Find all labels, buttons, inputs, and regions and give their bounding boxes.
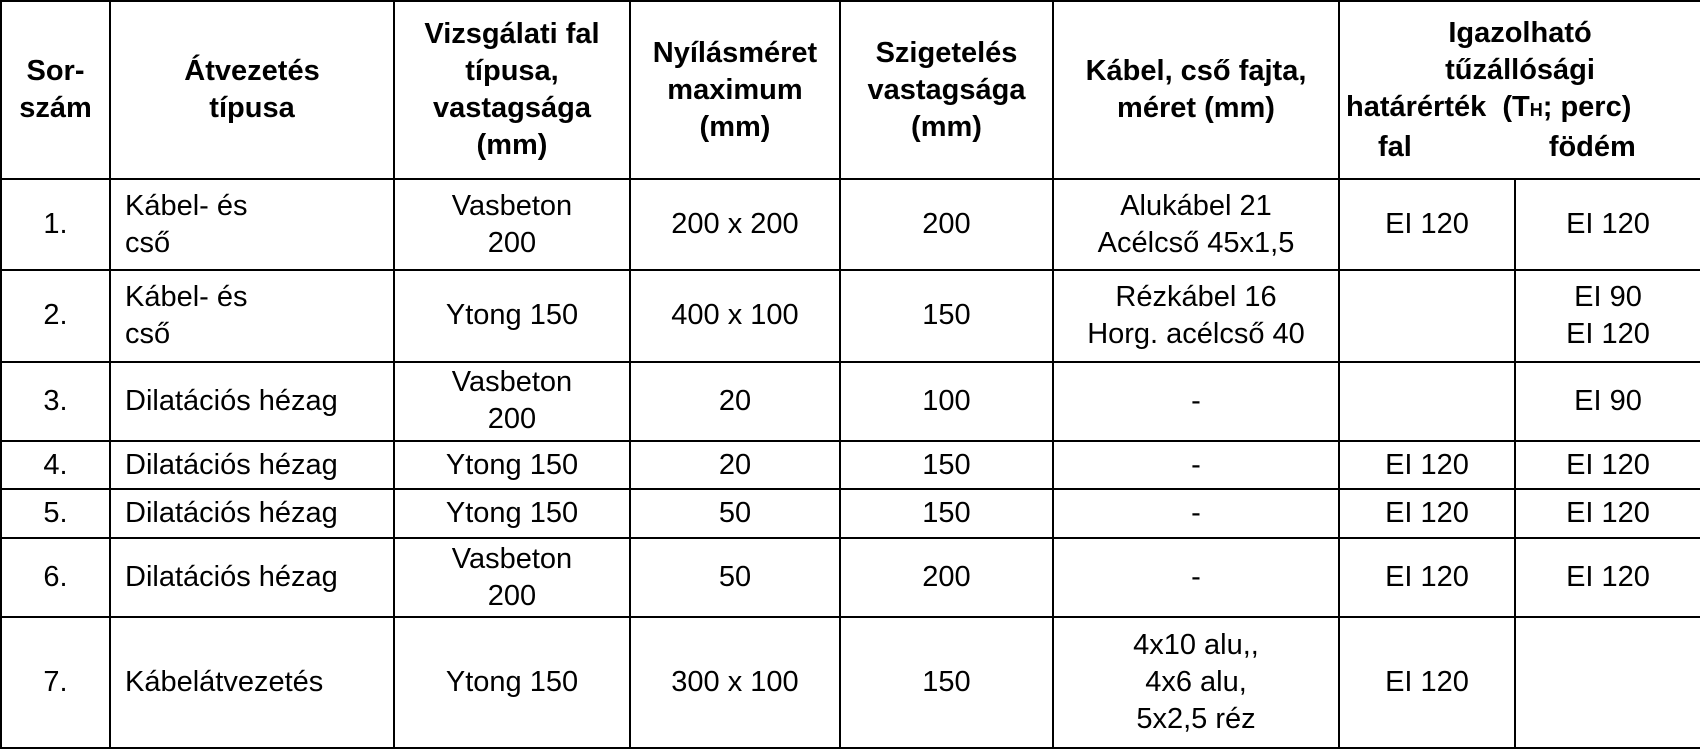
cell-fal: Vasbeton 200 — [394, 538, 630, 617]
cell-fal: Ytong 150 — [394, 441, 630, 490]
table-row — [1, 362, 1700, 441]
cell-tipus: Kábel- és cső — [110, 179, 394, 270]
cell-szigeteles: 150 — [840, 489, 1053, 538]
cell-fal-ei: EI 120 — [1339, 538, 1515, 617]
cell-nyilas: 20 — [630, 441, 840, 490]
cell-kabel: - — [1053, 362, 1339, 441]
cell-num: 6. — [1, 538, 110, 617]
cell-fal: Vasbeton 200 — [394, 179, 630, 270]
cell-tipus: Dilatációs hézag — [110, 489, 394, 538]
cell-fal-ei: EI 120 — [1339, 489, 1515, 538]
header-kabel: Kábel, cső fajta, méret (mm) — [1053, 1, 1339, 179]
cell-fodem-ei: EI 90 EI 120 — [1515, 270, 1700, 361]
header-igazolhato-line3: határérték (TH; perc) — [1346, 90, 1632, 123]
cell-kabel: - — [1053, 538, 1339, 617]
header-tipus: Átvezetés típusa — [110, 1, 394, 179]
cell-tipus: Kábel- és cső — [110, 270, 394, 361]
cell-szigeteles: 200 — [840, 179, 1053, 270]
cell-kabel: Rézkábel 16 Horg. acélcső 40 — [1053, 270, 1339, 361]
cell-fodem-ei: EI 120 — [1515, 489, 1700, 538]
cell-fodem-ei: EI 120 — [1515, 179, 1700, 270]
header-szigeteles: Szigetelés vastagsága (mm) — [840, 1, 1053, 179]
header-igazolhato-line2: tűzállósági — [1445, 53, 1595, 86]
cell-fal: Ytong 150 — [394, 270, 630, 361]
cell-num: 4. — [1, 441, 110, 490]
cell-nyilas: 300 x 100 — [630, 617, 840, 748]
cell-tipus: Kábelátvezetés — [110, 617, 394, 748]
cell-num: 1. — [1, 179, 110, 270]
cell-fodem-ei: EI 120 — [1515, 538, 1700, 617]
cell-szigeteles: 150 — [840, 270, 1053, 361]
cell-tipus: Dilatációs hézag — [110, 362, 394, 441]
cell-fal-ei: EI 120 — [1339, 441, 1515, 490]
cell-szigeteles: 200 — [840, 538, 1053, 617]
header-row — [1, 1, 1700, 179]
cell-num: 7. — [1, 617, 110, 748]
cell-nyilas: 50 — [630, 538, 840, 617]
cell-fal: Vasbeton 200 — [394, 362, 630, 441]
cell-tipus: Dilatációs hézag — [110, 538, 394, 617]
cell-fal-ei: EI 120 — [1339, 617, 1515, 748]
cell-fal: Ytong 150 — [394, 489, 630, 538]
cell-num: 3. — [1, 362, 110, 441]
cell-num: 2. — [1, 270, 110, 361]
cell-fodem-ei: EI 90 — [1515, 362, 1700, 441]
header-nyilasmeret: Nyílásméret maximum (mm) — [630, 1, 840, 179]
cell-fal-ei — [1339, 270, 1515, 361]
table-row — [1, 270, 1700, 361]
cell-fodem-ei — [1515, 617, 1700, 748]
cell-nyilas: 20 — [630, 362, 840, 441]
cell-num: 5. — [1, 489, 110, 538]
cell-kabel: - — [1053, 441, 1339, 490]
table-row — [1, 179, 1700, 270]
header-fal: Vizsgálati fal típusa, vastagsága (mm) — [394, 1, 630, 179]
cell-fal: Ytong 150 — [394, 617, 630, 748]
cell-nyilas: 400 x 100 — [630, 270, 840, 361]
cell-tipus: Dilatációs hézag — [110, 441, 394, 490]
header-igazolhato-line1: Igazolható — [1448, 16, 1592, 49]
header-igazolhato-line4: fal födém — [1378, 130, 1636, 163]
cell-szigeteles: 100 — [840, 362, 1053, 441]
cell-kabel: Alukábel 21 Acélcső 45x1,5 — [1053, 179, 1339, 270]
table-row — [1, 617, 1700, 748]
cell-fodem-ei: EI 120 — [1515, 441, 1700, 490]
header-sorszam: Sor- szám — [1, 1, 110, 179]
table-row — [1, 489, 1700, 538]
table-row — [1, 441, 1700, 490]
cell-nyilas: 200 x 200 — [630, 179, 840, 270]
cell-kabel: 4x10 alu,, 4x6 alu, 5x2,5 réz — [1053, 617, 1339, 748]
cell-kabel: - — [1053, 489, 1339, 538]
cell-szigeteles: 150 — [840, 617, 1053, 748]
header-igazolhato — [1339, 1, 1700, 179]
cell-szigeteles: 150 — [840, 441, 1053, 490]
cell-fal-ei: EI 120 — [1339, 179, 1515, 270]
cell-nyilas: 50 — [630, 489, 840, 538]
table-row — [1, 538, 1700, 617]
cell-fal-ei — [1339, 362, 1515, 441]
